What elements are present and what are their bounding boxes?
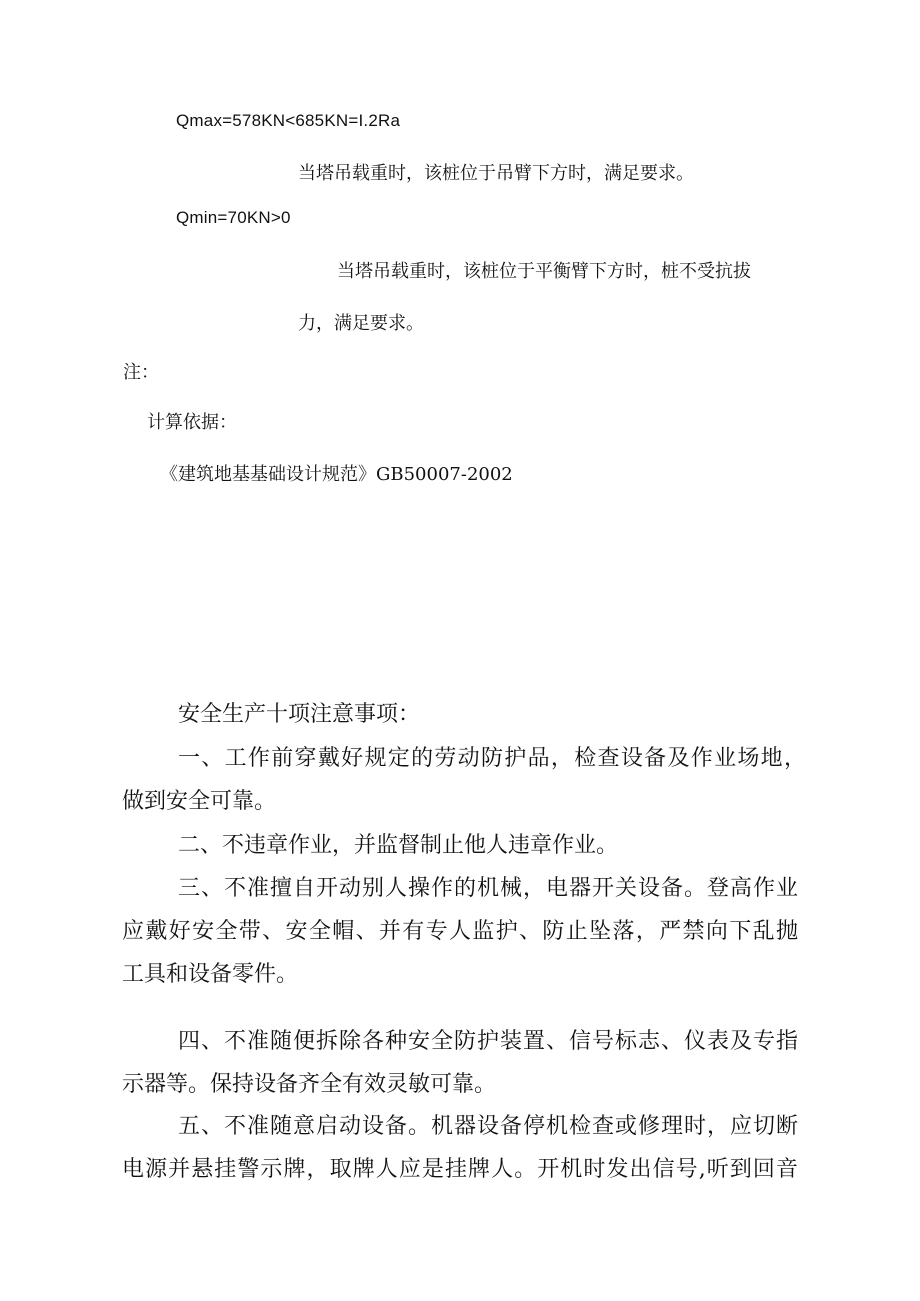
- qmax-formula: Qmax=578KN<685KN=I.2Ra: [176, 111, 401, 130]
- safety-item-5-line-2: 电源并悬挂警示牌，取牌人应是挂牌人。开机时发出信号,听到回音: [122, 1157, 798, 1182]
- qmin-note-line1: 当塔吊载重时，该桩位于平衡臂下方时，桩不受抗拔: [337, 261, 751, 282]
- safety-item-1-line-2: 做到安全可靠。: [122, 789, 277, 814]
- safety-item-5-line-1: 五、不准随意启动设备。机器设备停机检查或修理时，应切断: [178, 1114, 798, 1139]
- notes-label: 注：: [123, 362, 159, 383]
- safety-item-1-line-1: 一、工作前穿戴好规定的劳动防护品，检查设备及作业场地，: [178, 746, 806, 771]
- qmin-note-line2: 力，满足要求。: [298, 313, 424, 334]
- safety-item-2-line-1: 二、不违章作业，并监督制止他人违章作业。: [178, 833, 619, 858]
- safety-item-3-line-3: 工具和设备零件。: [122, 962, 299, 987]
- basis-reference: 《建筑地基基础设计规范》GB50007-2002: [160, 464, 513, 485]
- qmin-formula: Qmin=70KN>0: [176, 208, 291, 227]
- safety-item-3-line-2: 应戴好安全带、安全帽、并有专人监护、防止坠落，严禁向下乱抛: [122, 919, 798, 944]
- qmax-note: 当塔吊载重时，该桩位于吊臂下方时，满足要求。: [298, 163, 694, 184]
- safety-item-4-line-1: 四、不准随便拆除各种安全防护装置、信号标志、仪表及专指: [178, 1029, 798, 1054]
- basis-label: 计算依据：: [147, 412, 237, 433]
- safety-item-3-line-1: 三、不准擅自开动别人操作的机械，电器开关设备。登高作业: [178, 876, 798, 901]
- safety-title: 安全生产十项注意事项：: [178, 702, 421, 727]
- safety-item-4-line-2: 示器等。保持设备齐全有效灵敏可靠。: [122, 1072, 497, 1097]
